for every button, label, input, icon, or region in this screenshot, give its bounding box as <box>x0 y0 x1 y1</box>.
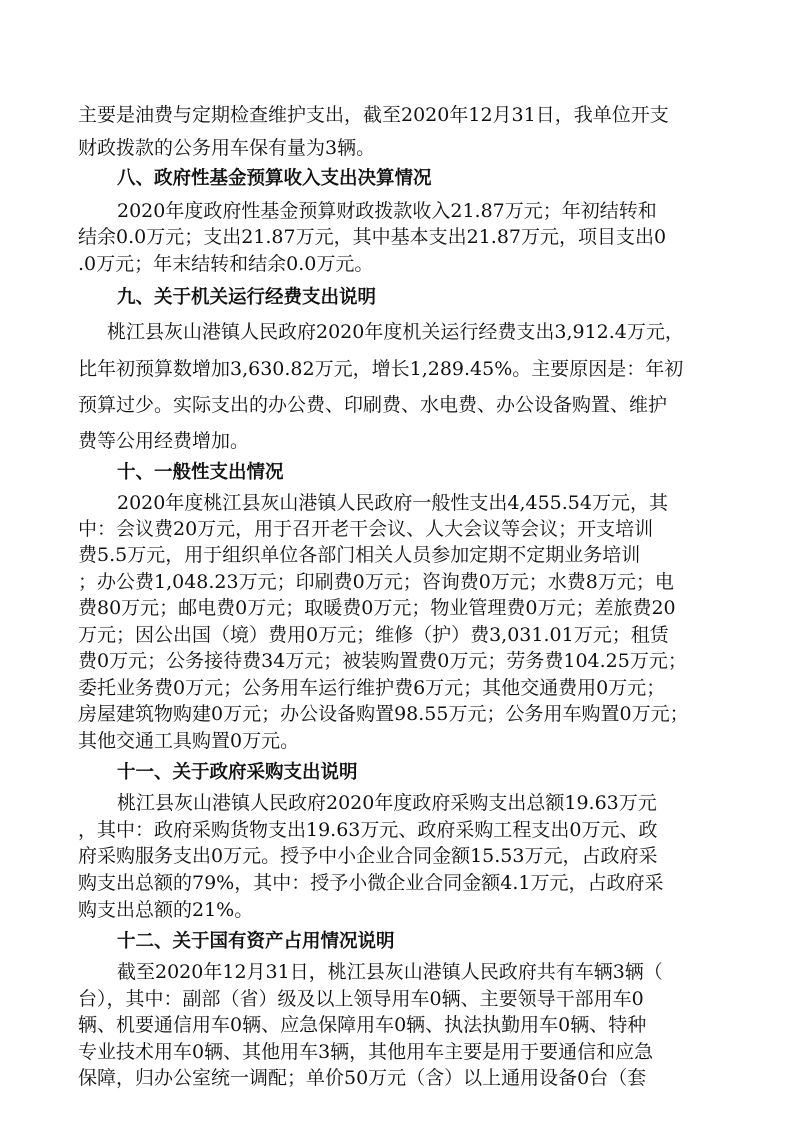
body-text-line: 财政拨款的公务用车保有量为3辆。 <box>78 137 376 159</box>
section-heading-11: 十一、关于政府采购支出说明 <box>117 762 358 783</box>
body-text-line: 桃江县灰山港镇人民政府2020年度政府采购支出总额19.63万元 <box>117 792 657 814</box>
body-text-line: 房屋建筑物购建0万元；办公设备购置98.55万元；公务用车购置0万元； <box>78 703 689 725</box>
body-text-line: 万元；因公出国（境）费用0万元；维修（护）费3,031.01万元；租赁 <box>78 624 669 646</box>
body-text-line: 台），其中：副部（省）级及以上领导用车0辆、主要领导干部用车0 <box>78 988 644 1010</box>
body-text-line: 保障，归办公室统一调配；单价50万元（含）以上通用设备0台（套 <box>78 1067 647 1089</box>
body-text-line: 委托业务费0万元；公务用车运行维护费6万元；其他交通费用0万元； <box>78 677 666 699</box>
body-text-line: 中：会议费20万元，用于召开老干会议、人大会议等会议；开支培训 <box>78 518 654 540</box>
body-text-line: 比年初预算数增加3,630.82万元，增长1,289.45%。主要原因是：年初 <box>78 358 684 380</box>
body-text-line: 府采购服务支出0万元。授予中小企业合同金额15.53万元，占政府采 <box>78 845 658 867</box>
body-text-line: 专业技术用车0辆、其他用车3辆，其他用车主要是用于要通信和应急 <box>78 1041 654 1063</box>
body-text-line: 购支出总额的21%。 <box>78 899 254 921</box>
body-text-line: .0万元；年末结转和结余0.0万元。 <box>78 253 374 275</box>
body-text-line: 2020年度政府性基金预算财政拨款收入21.87万元；年初结转和 <box>117 200 657 222</box>
body-text-line: 费等公用经费增加。 <box>78 430 250 452</box>
body-text-line: 其他交通工具购置0万元。 <box>78 730 300 752</box>
section-heading-12: 十二、关于国有资产占用情况说明 <box>117 931 395 952</box>
body-text-line: 费80万元；邮电费0万元；取暖费0万元；物业管理费0万元；差旅费20 <box>78 597 676 619</box>
section-heading-8: 八、政府性基金预算收入支出决算情况 <box>117 168 432 189</box>
body-text-line: 2020年度桃江县灰山港镇人民政府一般性支出4,455.54万元，其 <box>117 492 668 514</box>
body-text-line: ，其中：政府采购货物支出19.63万元、政府采购工程支出0万元、政 <box>78 819 658 841</box>
body-text-line: 结余0.0万元；支出21.87万元，其中基本支出21.87万元，项目支出0 <box>78 226 667 248</box>
body-text-line: 主要是油费与定期检查维护支出，截至2020年12月31日，我单位开支 <box>78 104 669 126</box>
body-text-line: 购支出总额的79%，其中：授予小微企业合同金额4.1万元，占政府采 <box>78 872 664 894</box>
section-heading-9: 九、关于机关运行经费支出说明 <box>117 287 377 308</box>
body-text-line: 截至2020年12月31日，桃江县灰山港镇人民政府共有车辆3辆（ <box>117 961 663 983</box>
section-heading-10: 十、一般性支出情况 <box>117 462 284 483</box>
body-text-line: ；办公费1,048.23万元；印刷费0万元；咨询费0万元；水费8万元；电 <box>78 571 674 593</box>
body-text-line: 费0万元；公务接待费34万元；被装购置费0万元；劳务费104.25万元； <box>78 650 687 672</box>
body-text-line: 辆、机要通信用车0辆、应急保障用车0辆、执法执勤用车0辆、特种 <box>78 1014 647 1036</box>
body-text-line: 预算过少。实际支出的办公费、印刷费、水电费、办公设备购置、维护 <box>78 394 668 416</box>
body-text-line: 费5.5万元，用于组织单位各部门相关人员参加定期不定期业务培训 <box>78 544 641 566</box>
body-text-line: 桃江县灰山港镇人民政府2020年度机关运行经费支出3,912.4万元， <box>107 321 684 343</box>
